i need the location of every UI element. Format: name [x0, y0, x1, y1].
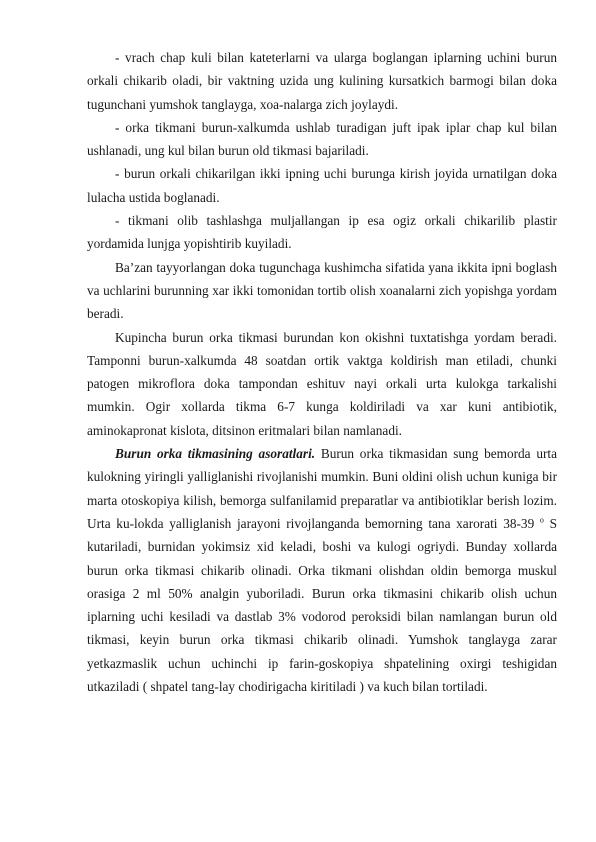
paragraph: - burun orkali chikarilgan ikki ipning uchi burunga kirish joyida urnatilgan doka lulacha ustida boglanadi. — [87, 166, 557, 205]
complications-paragraph — [87, 442, 557, 698]
paragraph: Ba’zan tayyorlangan doka tugunchaga kushimcha sifatida yana ikkita ipni boglash va uchlarini burunning xar ikki tomonidan tortib olish xoanalarni zich yopishga yordam beradi. — [87, 259, 557, 322]
section-text-part-1: Burun orka tikmasidan sung bemorda urta kulokning yiringli yalliglanishi rivojlanishi mumkin. Buni oldini olish uchun kuniga bir marta otoskopiya kilish, bemorga sulfanilamid preparatlar va antibiotiklar berish lozim. Urta ku-lokda yalliglanish jarayoni rivojlanganda bemorning tana xarorati 38-39 — [87, 446, 557, 531]
section-lead-heading: Burun orka tikmasining asoratlari. — [115, 446, 316, 462]
paragraph: - orka tikmani burun-xalkumda ushlab turadigan juft ipak iplar chap kul bilan ushlanadi, ung kul bilan burun old tikmasi bajariladi. — [87, 119, 557, 159]
paragraph: Kupincha burun orka tikmasi burundan kon okishni tuxtatishga yordam beradi. Tamponni burun-xalkumda 48 soatdan ortik vaktga koldirish man etiladi, chunki patogen mikroflora doka tampondan eshituv nayi orkali urta kulokga tarkalishi mumkin. Ogir xollarda tikma 6-7 kunga koldiriladi va xar kuni antibiotik, aminokapronat kislota, ditsinon eritmalari bilan namlanadi. — [87, 329, 557, 438]
paragraph: - tikmani olib tashlashga muljallangan ip esa ogiz orkali chikarilib plastir yordamida lunjga yopishtirib kuyiladi. — [87, 213, 557, 252]
section-text-part-2: S kutariladi, burnidan yokimsiz xid keladi, boshi va kulogi ogriydi. Bunday xollarda burun orka tikmasi chikarib olinadi. Orka tikmani olishdan oldin bemorga muskul orasiga 2 ml 50% analgin yuboriladi. Burun orka tikmasini chikarib olish uchun iplarning uchi kesiladi va dastlab 3% vodorod peroksidi bilan namlangan burun old tikmasi, keyin burun orka tikmasi chikarib olinadi. Yumshok tanglayga zarar yetkazmaslik uchun uchinchi ip farin-goskopiya shpatelining oxirgi teshigidan utkaziladi ( shpatel tang-lay chodirigacha kiritiladi ) va kuch bilan tortiladi. — [87, 515, 557, 695]
document-page — [87, 46, 557, 698]
degree-superscript: o — [539, 515, 544, 525]
paragraph: - vrach chap kuli bilan kateterlarni va ularga boglangan iplarning uchini burun orkali chikarib oladi, bir vaktning uzida ung kulining kursatkich barmogi bilan doka tugunchani yumshok tanglayga, xoa-nalarga zich joylaydi. — [87, 50, 557, 112]
